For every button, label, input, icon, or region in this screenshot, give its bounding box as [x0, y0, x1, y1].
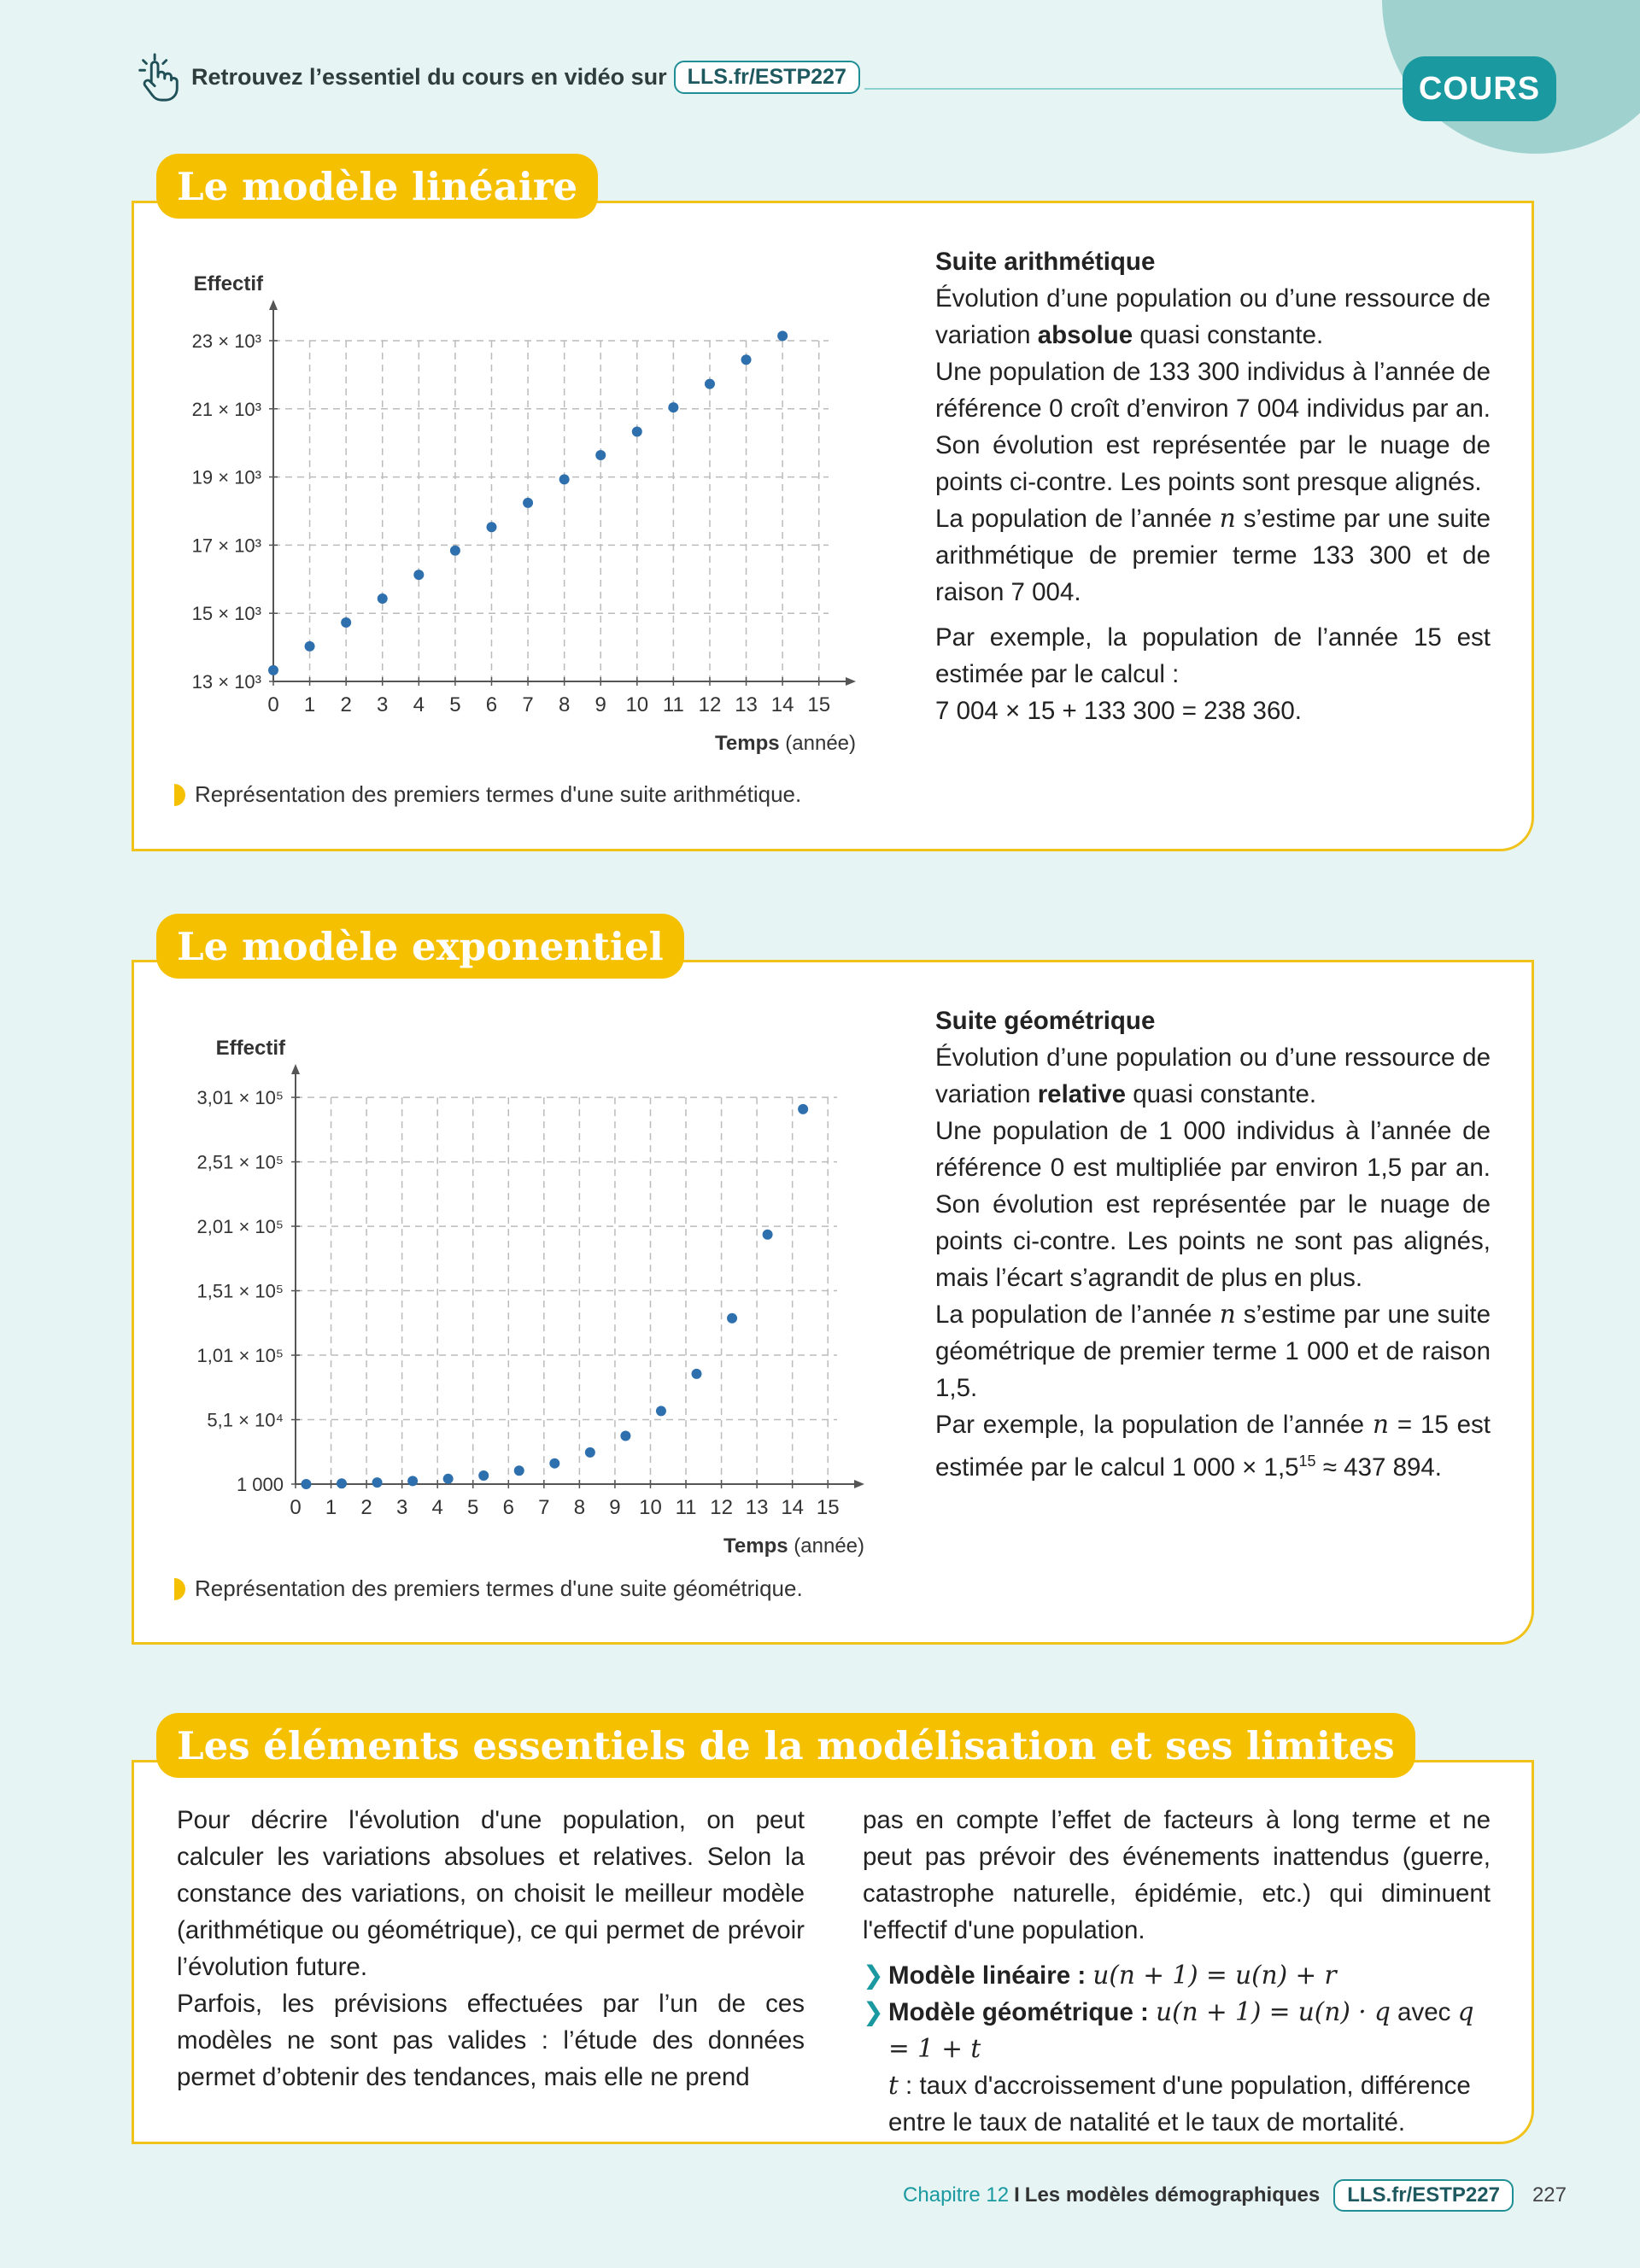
- x-tick-label: 1: [303, 693, 316, 716]
- data-point: [443, 1474, 454, 1484]
- linear-bullet-label: Modèle linéaire :: [888, 1961, 1093, 1990]
- data-point: [486, 522, 496, 532]
- linear-bullet-formula: u(n + 1) = u(n) + r: [1092, 1961, 1337, 1990]
- linear-model-bullet: [863, 1957, 1491, 1994]
- video-prompt-text: Retrouvez l’essentiel du cours en vidéo sur: [191, 63, 667, 90]
- data-point: [668, 402, 678, 412]
- x-tick-label: 2: [340, 693, 352, 716]
- data-point: [407, 1476, 418, 1486]
- x-tick-label: 14: [781, 1496, 805, 1519]
- geometric-scatter-chart: [171, 1020, 871, 1567]
- x-tick-label: 10: [625, 693, 649, 716]
- page-number: 227: [1532, 2183, 1567, 2207]
- y-tick-label: 13 × 10³: [191, 671, 261, 693]
- video-link[interactable]: LLS.fr/ESTP227: [674, 61, 860, 94]
- data-point: [450, 546, 460, 556]
- footer-link[interactable]: LLS.fr/ESTP227: [1333, 2179, 1514, 2212]
- chevron-right-icon: ❯: [863, 1961, 884, 1990]
- data-point: [305, 641, 315, 652]
- arithmetic-p3-end: s’estime par une suite arithmétique de premier terme 133 300 et de raison 7 004.: [935, 505, 1491, 606]
- geometric-caption: [174, 1575, 803, 1602]
- essentials-left-p2: Parfois, les prévisions effectuées par l’un de ces modèles ne sont pas valides : l’étude des données permet d’obtenir des tendances, mais elle ne prend: [177, 1990, 805, 2091]
- essentials-right-column: [863, 1802, 1491, 2141]
- geometric-bullet-q-formula: q = 1 + t: [888, 1997, 1474, 2063]
- y-axis-label: Effectif: [215, 1037, 285, 1060]
- touch-hand-icon: [132, 50, 184, 103]
- geometric-p3-start: La population de l’année: [935, 1301, 1220, 1329]
- data-point: [301, 1479, 311, 1489]
- y-tick-label: 1,01 × 10⁵: [196, 1345, 284, 1367]
- geometric-heading: Suite géométrique: [935, 1007, 1156, 1035]
- geometric-model-bullet: [863, 1994, 1491, 2141]
- x-tick-label: 11: [662, 693, 684, 716]
- exponential-model-title: Le modèle exponentiel: [156, 914, 684, 979]
- arithmetic-p1-start: Évolution d’une population ou d’une ressource de variation: [935, 284, 1491, 349]
- data-point: [705, 379, 715, 389]
- y-tick-label: 23 × 10³: [191, 330, 261, 352]
- arithmetic-p2: Une population de 133 300 individus à l’année de référence 0 croît d’environ 7 004 individus par an. Son évolution est représentée par le nuage de points ci-contre. Les points sont presque alignés.: [935, 358, 1491, 496]
- geometric-bullet-label: Modèle géométrique :: [888, 1998, 1157, 2026]
- page-footer: [903, 2179, 1567, 2212]
- arithmetic-p3: [935, 500, 1491, 611]
- x-axis-label: Temps (année): [715, 732, 856, 755]
- data-point: [337, 1478, 347, 1488]
- geometric-p3-var: n: [1219, 1300, 1236, 1329]
- arithmetic-calculation: 7 004 × 15 + 133 300 = 238 360.: [935, 697, 1302, 725]
- data-point: [559, 474, 570, 484]
- data-point: [727, 1313, 737, 1324]
- y-tick-label: 5,1 × 10⁴: [207, 1409, 284, 1431]
- geometric-caption-text: Représentation des premiers termes d'une suite géométrique.: [195, 1575, 803, 1601]
- geometric-p1: [935, 1039, 1491, 1113]
- x-tick-label: 5: [449, 693, 461, 716]
- geometric-p2: Une population de 1 000 individus à l’année de référence 0 est multipliée par environ 1,5 par an. Son évolution est représentée par le nuage de points ci-contre. Les points ne sont pas alignés, mais l’écart s’agrandit de plus en plus.: [935, 1117, 1491, 1292]
- geometric-p4-start: Par exemple, la population de l’année: [935, 1411, 1373, 1439]
- data-point: [378, 593, 388, 604]
- x-tick-label: 4: [413, 693, 425, 716]
- geometric-bullet-t: t: [888, 2071, 899, 2100]
- x-tick-label: 7: [538, 1496, 550, 1519]
- x-tick-label: 14: [770, 693, 794, 716]
- x-tick-label: 13: [735, 693, 758, 716]
- x-axis-label: Temps (année): [723, 1534, 864, 1558]
- y-axis-label: Effectif: [193, 272, 263, 295]
- geometric-text: [935, 1002, 1491, 1486]
- chevron-right-icon: ❯: [863, 1998, 884, 2026]
- x-tick-label: 1: [325, 1496, 337, 1519]
- geometric-bullet-with: avec: [1390, 1998, 1458, 2026]
- geometric-p4-var: n: [1372, 1410, 1389, 1439]
- x-tick-label: 5: [467, 1496, 479, 1519]
- y-axis-arrow: [291, 1064, 300, 1074]
- caption-marker-icon: [174, 1578, 186, 1600]
- data-point: [620, 1431, 630, 1441]
- essentials-left-p1: Pour décrire l'évolution d'une population, on peut calculer les variations absolues et relatives. Selon la constance des variations, on choisit le meilleur modèle (arithmétique ou géométrique), ce qui permet de prévoir l’évolution future.: [177, 1806, 805, 1981]
- y-tick-label: 15 × 10³: [191, 603, 261, 625]
- essentials-right-p1: pas en compte l’effet de facteurs à long terme et ne peut pas prévoir des événements inattendus (guerre, catastrophe naturelle, épidémie, etc.) qui diminuent l'effectif d'une population.: [863, 1806, 1491, 1944]
- linear-model-title: Le modèle linéaire: [156, 154, 598, 219]
- geometric-p1-end: quasi constante.: [1126, 1080, 1317, 1108]
- data-point: [798, 1104, 808, 1114]
- header-rule: [864, 88, 1411, 90]
- x-tick-label: 11: [675, 1496, 697, 1519]
- data-point: [763, 1230, 773, 1240]
- y-tick-label: 3,01 × 10⁵: [196, 1087, 284, 1109]
- data-point: [372, 1477, 383, 1488]
- geometric-bullet-definition: : taux d'accroissement d'une population, différence entre le taux de natalité et le taux de mortalité.: [888, 2072, 1471, 2136]
- essentials-left-column: [177, 1802, 805, 2096]
- y-tick-label: 21 × 10³: [191, 398, 261, 420]
- footer-chapter: Chapitre 12: [903, 2183, 1010, 2207]
- arithmetic-p3-start: La population de l’année: [935, 505, 1220, 533]
- x-tick-label: 12: [698, 693, 722, 716]
- data-point: [585, 1447, 595, 1458]
- y-tick-label: 19 × 10³: [191, 466, 261, 488]
- data-point: [656, 1406, 666, 1416]
- geometric-p3-end: s’estime par une suite géométrique de premier terme 1 000 et de raison 1,5.: [935, 1301, 1491, 1402]
- arithmetic-caption: [174, 781, 801, 808]
- footer-title: Les modèles démographiques: [1024, 2183, 1321, 2207]
- arithmetic-scatter-chart: [171, 256, 871, 760]
- caption-marker-icon: [174, 784, 186, 806]
- data-point: [741, 354, 752, 365]
- data-point: [691, 1369, 701, 1379]
- data-point: [478, 1470, 489, 1481]
- y-axis-arrow: [269, 300, 278, 310]
- arithmetic-text: [935, 243, 1491, 729]
- x-tick-label: 12: [710, 1496, 733, 1519]
- geometric-p1-start: Évolution d’une population ou d’une ressource de variation: [935, 1043, 1491, 1108]
- geometric-p4-mid: = 15 est estimée par le calcul 1 000 × 1,5: [935, 1411, 1491, 1482]
- arithmetic-heading: Suite arithmétique: [935, 248, 1156, 276]
- essentials-title: Les éléments essentiels de la modélisation et ses limites: [156, 1713, 1415, 1778]
- x-tick-label: 8: [573, 1496, 586, 1519]
- data-point: [268, 665, 278, 675]
- x-tick-label: 10: [639, 1496, 662, 1519]
- geometric-p4: [935, 1406, 1491, 1486]
- arithmetic-p1-end: quasi constante.: [1133, 321, 1324, 349]
- x-tick-label: 9: [594, 693, 606, 716]
- geometric-p4-exponent: 15: [1298, 1453, 1316, 1470]
- x-tick-label: 3: [395, 1496, 408, 1519]
- x-tick-label: 13: [745, 1496, 769, 1519]
- data-point: [523, 498, 533, 508]
- y-tick-label: 17 × 10³: [191, 535, 261, 557]
- x-tick-label: 15: [807, 693, 831, 716]
- geometric-p1-bold: relative: [1037, 1080, 1127, 1108]
- x-tick-label: 0: [290, 1496, 302, 1519]
- x-tick-label: 6: [502, 1496, 514, 1519]
- y-tick-label: 2,01 × 10⁵: [196, 1216, 284, 1238]
- x-tick-label: 3: [377, 693, 389, 716]
- data-point: [777, 330, 788, 341]
- x-tick-label: 0: [267, 693, 279, 716]
- arithmetic-p1: [935, 280, 1491, 354]
- x-tick-label: 7: [522, 693, 534, 716]
- x-tick-label: 15: [816, 1496, 840, 1519]
- x-tick-label: 2: [360, 1496, 372, 1519]
- data-point: [595, 450, 606, 460]
- x-tick-label: 6: [485, 693, 498, 716]
- arithmetic-p1-bold: absolue: [1037, 321, 1133, 349]
- y-tick-label: 2,51 × 10⁵: [196, 1151, 284, 1173]
- x-axis-arrow: [846, 677, 856, 686]
- data-point: [514, 1465, 524, 1476]
- data-point: [341, 617, 351, 628]
- arithmetic-p4: Par exemple, la population de l’année 15 est estimée par le calcul :: [935, 623, 1491, 688]
- arithmetic-caption-text: Représentation des premiers termes d'une suite arithmétique.: [195, 781, 802, 807]
- geometric-bullet-formula: u(n + 1) = u(n) · q: [1156, 1997, 1391, 2026]
- x-tick-label: 9: [609, 1496, 621, 1519]
- cours-badge: COURS: [1403, 56, 1556, 121]
- geometric-p3: [935, 1296, 1491, 1406]
- y-tick-label: 1,51 × 10⁵: [196, 1280, 284, 1302]
- geometric-p4-end: ≈ 437 894.: [1315, 1453, 1442, 1482]
- x-tick-label: 8: [558, 693, 571, 716]
- footer-separator: I: [1014, 2183, 1020, 2207]
- x-tick-label: 4: [431, 1496, 443, 1519]
- video-banner: [132, 53, 860, 101]
- arithmetic-p3-var: n: [1219, 504, 1236, 533]
- data-point: [413, 570, 424, 580]
- data-point: [632, 426, 642, 436]
- x-axis-arrow: [854, 1480, 864, 1488]
- y-tick-label: 1 000: [236, 1474, 284, 1495]
- data-point: [549, 1458, 559, 1469]
